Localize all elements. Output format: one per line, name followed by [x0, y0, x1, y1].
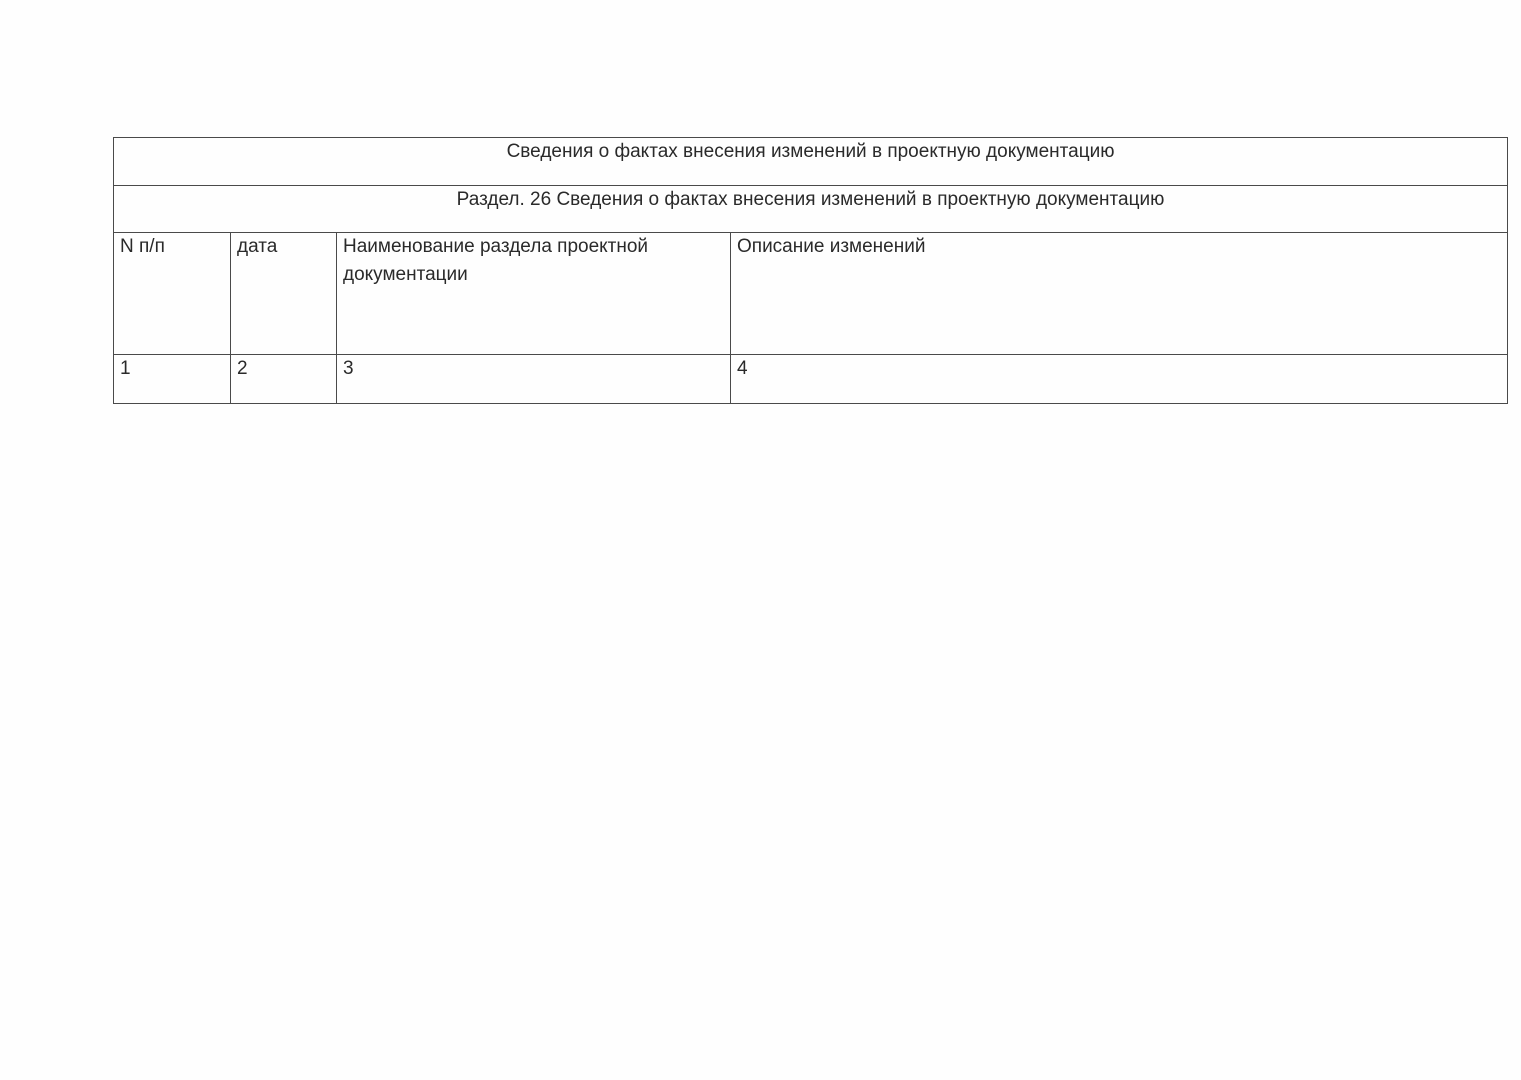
- column-header-number: N п/п: [114, 233, 231, 355]
- column-header-section-name: Наименование раздела проектной документации: [337, 233, 731, 355]
- changes-table: [113, 137, 1508, 404]
- column-number-3: 3: [337, 355, 731, 404]
- column-number-2: 2: [231, 355, 337, 404]
- section-title: Раздел. 26 Сведения о фактах внесения изменений в проектную документацию: [114, 186, 1508, 233]
- table-title: Сведения о фактах внесения изменений в проектную документацию: [114, 138, 1508, 186]
- column-header-description: Описание изменений: [731, 233, 1508, 355]
- column-number-4: 4: [731, 355, 1508, 404]
- column-number-row: [114, 355, 1508, 404]
- table-title-row: [114, 138, 1508, 186]
- column-number-1: 1: [114, 355, 231, 404]
- table-header-row: [114, 233, 1508, 355]
- column-header-date: дата: [231, 233, 337, 355]
- section-title-row: [114, 186, 1508, 233]
